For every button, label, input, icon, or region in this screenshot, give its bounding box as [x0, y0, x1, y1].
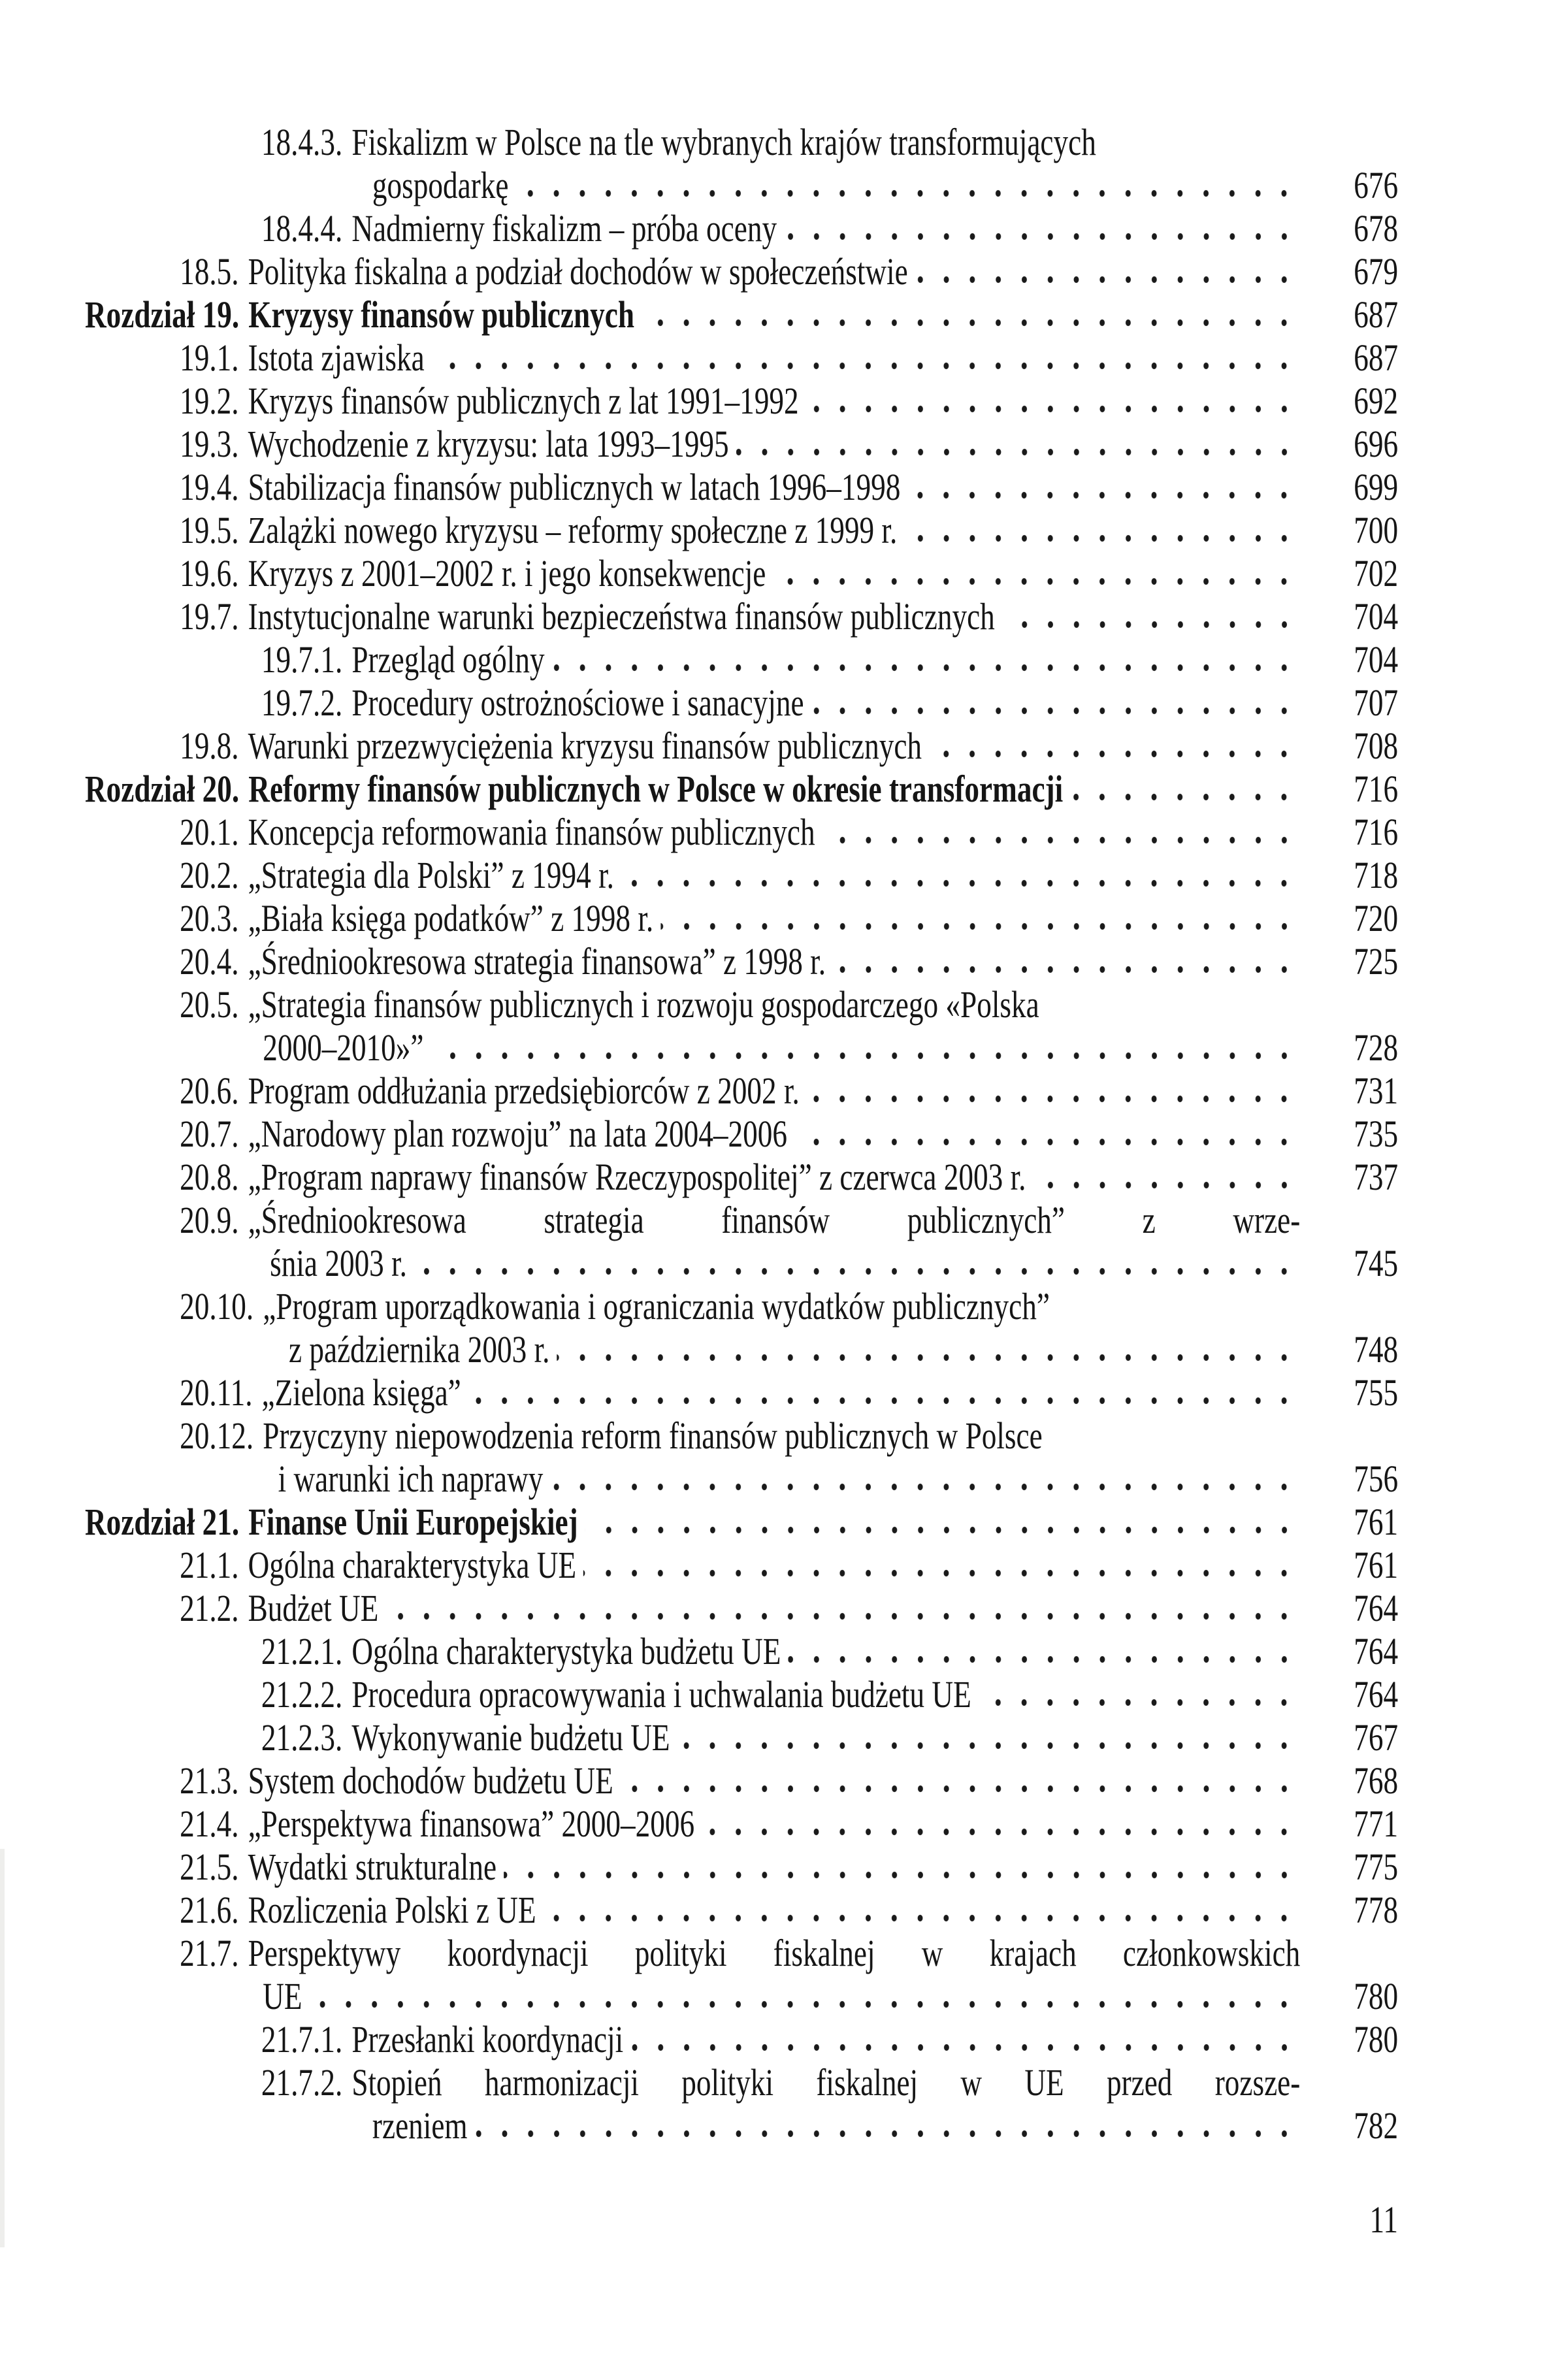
entry-page-number: 764: [1354, 1587, 1399, 1629]
entry-page-number: 687: [1354, 336, 1399, 379]
entry-title: UE: [263, 1975, 302, 2017]
dot-leader: [621, 879, 1297, 887]
toc-row: [85, 1458, 1398, 1501]
entry-number: 20.2.: [180, 854, 239, 896]
toc-row: [85, 2104, 1398, 2147]
toc-row: [85, 1069, 1398, 1113]
entry-page-number: 764: [1354, 1630, 1399, 1672]
dot-leader: [504, 1871, 1297, 1879]
dot-leader: [807, 1095, 1297, 1103]
entry-title: System dochodów budżetu UE: [248, 1759, 613, 1802]
entry-number: 19.7.1.: [261, 638, 343, 681]
entry-title: Przesłanki koordynacji: [351, 2018, 624, 2061]
dot-leader: [979, 1699, 1297, 1706]
entry-page-number: 768: [1354, 1759, 1399, 1802]
toc-row: [85, 897, 1398, 940]
toc-row: [85, 1199, 1300, 1242]
entry-title: Koncepcja reformowania finansów publicznych: [248, 811, 815, 853]
entry-title: „Średniookresowa strategia finansów publicznych” z wrze-: [248, 1199, 1301, 1241]
toc-row: [85, 681, 1398, 725]
entry-title: Procedury ostrożnościowe i sanacyjne: [351, 681, 804, 724]
entry-title: Procedura opracowywania i uchwalania budżetu UE: [351, 1673, 971, 1716]
toc-row: [85, 1156, 1398, 1199]
dot-leader: [432, 362, 1297, 370]
entry-page-number: 687: [1354, 293, 1399, 336]
entry-number: 19.5.: [180, 509, 239, 551]
dot-leader: [414, 1267, 1297, 1275]
toc-row: [85, 1587, 1398, 1630]
toc-chapter-row: [85, 1501, 1398, 1544]
dot-leader: [660, 922, 1297, 930]
entry-page-number: 716: [1354, 811, 1399, 853]
toc-row: [85, 1759, 1398, 1802]
entry-title: Fiskalizm w Polsce na tle wybranych krajów transformujących: [351, 121, 1096, 163]
entry-title: „Strategia dla Polski” z 1994 r.: [248, 854, 614, 896]
entry-title: „Średniookresowa strategia finansowa” z 1998 r.: [248, 940, 826, 983]
dot-leader: [773, 578, 1297, 585]
entry-number: 19.7.: [180, 595, 239, 638]
entry-title: i warunki ich naprawy: [278, 1458, 544, 1500]
entry-title: z października 2003 r.: [289, 1328, 550, 1371]
toc-row: [85, 1414, 1300, 1458]
entry-title: Instytucjonalne warunki bezpieczeństwa finansów publicznych: [248, 595, 995, 638]
toc-chapter-row: [85, 768, 1398, 811]
entry-page-number: 676: [1354, 164, 1399, 206]
entry-page-number: 702: [1354, 552, 1399, 595]
toc-row: [85, 940, 1398, 983]
toc-row: [85, 725, 1398, 768]
entry-title: Ogólna charakterystyka budżetu UE: [351, 1630, 781, 1672]
toc-rows: [85, 121, 1398, 2147]
entry-number: 19.7.2.: [261, 681, 343, 724]
toc-row: [85, 595, 1398, 638]
entry-number: Rozdział 20.: [85, 768, 240, 810]
entry-number: 18.4.4.: [261, 207, 343, 250]
toc-row: [85, 336, 1398, 380]
dot-leader: [806, 405, 1297, 413]
entry-page-number: 756: [1354, 1458, 1399, 1500]
dot-leader: [788, 1655, 1297, 1663]
entry-number: 21.2.: [180, 1587, 239, 1629]
toc-row: [85, 638, 1398, 681]
entry-title: Zalążki nowego kryzysu – reformy społeczne z 1999 r.: [248, 509, 898, 551]
entry-number: 19.6.: [180, 552, 239, 595]
entry-page-number: 716: [1354, 768, 1399, 810]
entry-number: 20.10.: [180, 1285, 254, 1328]
toc-row: [85, 1716, 1398, 1759]
dot-leader: [552, 664, 1297, 672]
entry-title: „Program naprawy finansów Rzeczypospolitej” z czerwca 2003 r.: [248, 1156, 1026, 1198]
toc-row: [85, 983, 1300, 1026]
entry-title: Istota zjawiska: [248, 336, 425, 379]
dot-leader: [702, 1828, 1297, 1836]
toc-row: [85, 552, 1398, 595]
entry-title: Program oddłużania przedsiębiorców z 2002 r.: [248, 1069, 800, 1112]
entry-number: 21.2.1.: [261, 1630, 343, 1672]
entry-title: Warunki przezwyciężenia kryzysu finansów publicznych: [248, 725, 922, 767]
dot-leader: [736, 448, 1297, 456]
entry-page-number: 761: [1354, 1544, 1399, 1586]
entry-page-number: 725: [1354, 940, 1399, 983]
toc-row: [85, 1371, 1398, 1414]
entry-number: 21.7.1.: [261, 2018, 343, 2061]
entry-page-number: 696: [1354, 423, 1399, 465]
entry-title: śnia 2003 r.: [270, 1242, 407, 1284]
entry-page-number: 678: [1354, 207, 1399, 250]
entry-number: 20.8.: [180, 1156, 239, 1198]
toc-row: [85, 1673, 1398, 1716]
toc-row: [85, 2061, 1300, 2104]
entry-number: 19.2.: [180, 380, 239, 422]
entry-page-number: 692: [1354, 380, 1399, 422]
entry-page-number: 679: [1354, 250, 1399, 293]
entry-page-number: 718: [1354, 854, 1399, 896]
entry-page-number: 782: [1354, 2104, 1399, 2147]
entry-page-number: 700: [1354, 509, 1399, 551]
dot-leader: [309, 2000, 1297, 2008]
entry-title: Stabilizacja finansów publicznych w latach 1996–1998: [248, 466, 901, 508]
entry-page-number: 748: [1354, 1328, 1399, 1371]
entry-number: 20.1.: [180, 811, 239, 853]
entry-title: Reformy finansów publicznych w Polsce w okresie transformacji: [248, 768, 1064, 810]
entry-page-number: 731: [1354, 1069, 1399, 1112]
toc-row: [85, 250, 1398, 293]
entry-number: Rozdział 21.: [85, 1501, 240, 1543]
entry-title: Budżet UE: [248, 1587, 379, 1629]
entry-number: 19.4.: [180, 466, 239, 508]
entry-title: „Zielona księga”: [261, 1371, 461, 1414]
entry-number: 21.2.2.: [261, 1673, 343, 1716]
entry-number: 20.12.: [180, 1414, 254, 1457]
entry-title: „Strategia finansów publicznych i rozwoju gospodarczego «Polska: [248, 983, 1039, 1026]
entry-number: 21.7.2.: [261, 2061, 343, 2104]
dot-leader: [1070, 793, 1297, 801]
toc-chapter-row: [85, 293, 1398, 336]
entry-title: Rozliczenia Polski z UE: [248, 1889, 536, 1931]
entry-page-number: 767: [1354, 1716, 1399, 1759]
entry-title: gospodarkę: [372, 164, 509, 206]
table-of-contents: [85, 121, 1398, 2241]
page-number-footer: 11: [1369, 2198, 1399, 2241]
dot-leader: [431, 1052, 1297, 1060]
dot-leader: [468, 1397, 1297, 1405]
entry-number: 21.4.: [180, 1802, 239, 1845]
dot-leader: [833, 966, 1297, 973]
dot-leader: [515, 189, 1297, 197]
toc-row: [85, 854, 1398, 897]
dot-leader: [583, 1569, 1297, 1577]
toc-row: [85, 1975, 1398, 2018]
dot-leader: [907, 491, 1297, 499]
toc-row: [85, 380, 1398, 423]
entry-number: 20.11.: [180, 1371, 253, 1414]
entry-page-number: 771: [1354, 1802, 1399, 1845]
dot-leader: [915, 276, 1297, 284]
entry-page-number: 780: [1354, 1975, 1399, 2017]
toc-row: [85, 2018, 1398, 2061]
entry-page-number: 704: [1354, 595, 1399, 638]
dot-leader: [557, 1354, 1297, 1361]
entry-page-number: 699: [1354, 466, 1399, 508]
entry-title: „Narodowy plan rozwoju” na lata 2004–2006: [248, 1113, 787, 1155]
entry-page-number: 755: [1354, 1371, 1399, 1414]
dot-leader: [929, 750, 1297, 758]
entry-page-number: 708: [1354, 725, 1399, 767]
entry-page-number: 780: [1354, 2018, 1399, 2061]
dot-leader: [585, 1526, 1297, 1534]
toc-row: [85, 509, 1398, 552]
entry-number: 19.3.: [180, 423, 239, 465]
toc-row: [85, 811, 1398, 854]
entry-number: Rozdział 19.: [85, 293, 240, 336]
entry-page-number: 707: [1354, 681, 1399, 724]
entry-page-number: 745: [1354, 1242, 1399, 1284]
entry-title: rzeniem: [372, 2104, 468, 2147]
toc-row: [85, 423, 1398, 466]
entry-title: „Biała księga podatków” z 1998 r.: [248, 897, 654, 939]
entry-page-number: 775: [1354, 1846, 1399, 1888]
entry-page-number: 720: [1354, 897, 1399, 939]
entry-number: 19.8.: [180, 725, 239, 767]
entry-title: Wychodzenie z kryzysu: lata 1993–1995: [248, 423, 729, 465]
entry-title: Nadmierny fiskalizm – próba oceny: [351, 207, 777, 250]
entry-number: 20.7.: [180, 1113, 239, 1155]
dot-leader: [544, 1914, 1297, 1922]
dot-leader: [475, 2130, 1297, 2138]
entry-page-number: 778: [1354, 1889, 1399, 1931]
dot-leader: [811, 707, 1297, 715]
entry-title: 2000–2010»”: [263, 1026, 424, 1069]
dot-leader: [794, 1138, 1297, 1146]
entry-number: 20.5.: [180, 983, 239, 1026]
dot-leader: [1002, 621, 1297, 628]
entry-title: Wykonywanie budżetu UE: [351, 1716, 670, 1759]
toc-row: [85, 1242, 1398, 1285]
entry-number: 21.5.: [180, 1846, 239, 1888]
dot-leader: [630, 2044, 1297, 2051]
entry-page-number: 764: [1354, 1673, 1399, 1716]
entry-title: „Program uporządkowania i ograniczania wydatków publicznych”: [263, 1285, 1050, 1328]
toc-row: [85, 164, 1398, 207]
entry-title: Polityka fiskalna a podział dochodów w społeczeństwie: [248, 250, 908, 293]
dot-leader: [385, 1612, 1297, 1620]
dot-leader: [677, 1742, 1297, 1750]
toc-row: [85, 1544, 1398, 1587]
dot-leader: [1033, 1181, 1297, 1189]
entry-number: 21.1.: [180, 1544, 239, 1586]
entry-number: 18.5.: [180, 250, 239, 293]
entry-title: Kryzys finansów publicznych z lat 1991–1992: [248, 380, 799, 422]
dot-leader: [784, 233, 1297, 240]
entry-title: Perspektywy koordynacji polityki fiskalnej w krajach członkowskich: [248, 1932, 1301, 1974]
entry-title: Przyczyny niepowodzenia reform finansów publicznych w Polsce: [263, 1414, 1043, 1457]
entry-page-number: 704: [1354, 638, 1399, 681]
dot-leader: [621, 1785, 1297, 1793]
toc-row: [85, 1802, 1398, 1846]
entry-number: 20.6.: [180, 1069, 239, 1112]
entry-number: 20.4.: [180, 940, 239, 983]
toc-row: [85, 1026, 1398, 1069]
entry-title: Przegląd ogólny: [351, 638, 545, 681]
entry-title: Kryzysy finansów publicznych: [248, 293, 634, 336]
entry-number: 20.3.: [180, 897, 239, 939]
toc-row: [85, 1285, 1300, 1328]
entry-title: Stopień harmonizacji polityki fiskalnej w UE przed rozsze-: [351, 2061, 1301, 2104]
entry-number: 21.2.3.: [261, 1716, 343, 1759]
entry-title: „Perspektywa finansowa” 2000–2006: [248, 1802, 695, 1845]
dot-leader: [642, 319, 1297, 327]
entry-page-number: 728: [1354, 1026, 1399, 1069]
toc-row: [85, 1889, 1398, 1932]
dot-leader: [822, 836, 1297, 844]
entry-number: 18.4.3.: [261, 121, 343, 163]
entry-title: Kryzys z 2001–2002 r. i jego konsekwencje: [248, 552, 766, 595]
toc-row: [85, 1846, 1398, 1889]
entry-title: Finanse Unii Europejskiej: [248, 1501, 578, 1543]
scan-artifact: [0, 1849, 5, 2247]
entry-number: 21.6.: [180, 1889, 239, 1931]
dot-leader: [550, 1483, 1297, 1491]
entry-title: Ogólna charakterystyka UE: [248, 1544, 577, 1586]
toc-row: [85, 121, 1300, 164]
toc-row: [85, 1113, 1398, 1156]
entry-number: 19.1.: [180, 336, 239, 379]
toc-row: [85, 1328, 1398, 1371]
entry-number: 21.7.: [180, 1932, 239, 1974]
dot-leader: [904, 534, 1297, 542]
entry-page-number: 761: [1354, 1501, 1399, 1543]
entry-page-number: 737: [1354, 1156, 1399, 1198]
entry-number: 21.3.: [180, 1759, 239, 1802]
toc-row: [85, 1932, 1300, 1975]
toc-row: [85, 1630, 1398, 1673]
entry-page-number: 735: [1354, 1113, 1399, 1155]
toc-row: [85, 466, 1398, 509]
entry-title: Wydatki strukturalne: [248, 1846, 497, 1888]
entry-number: 20.9.: [180, 1199, 239, 1241]
toc-row: [85, 207, 1398, 250]
